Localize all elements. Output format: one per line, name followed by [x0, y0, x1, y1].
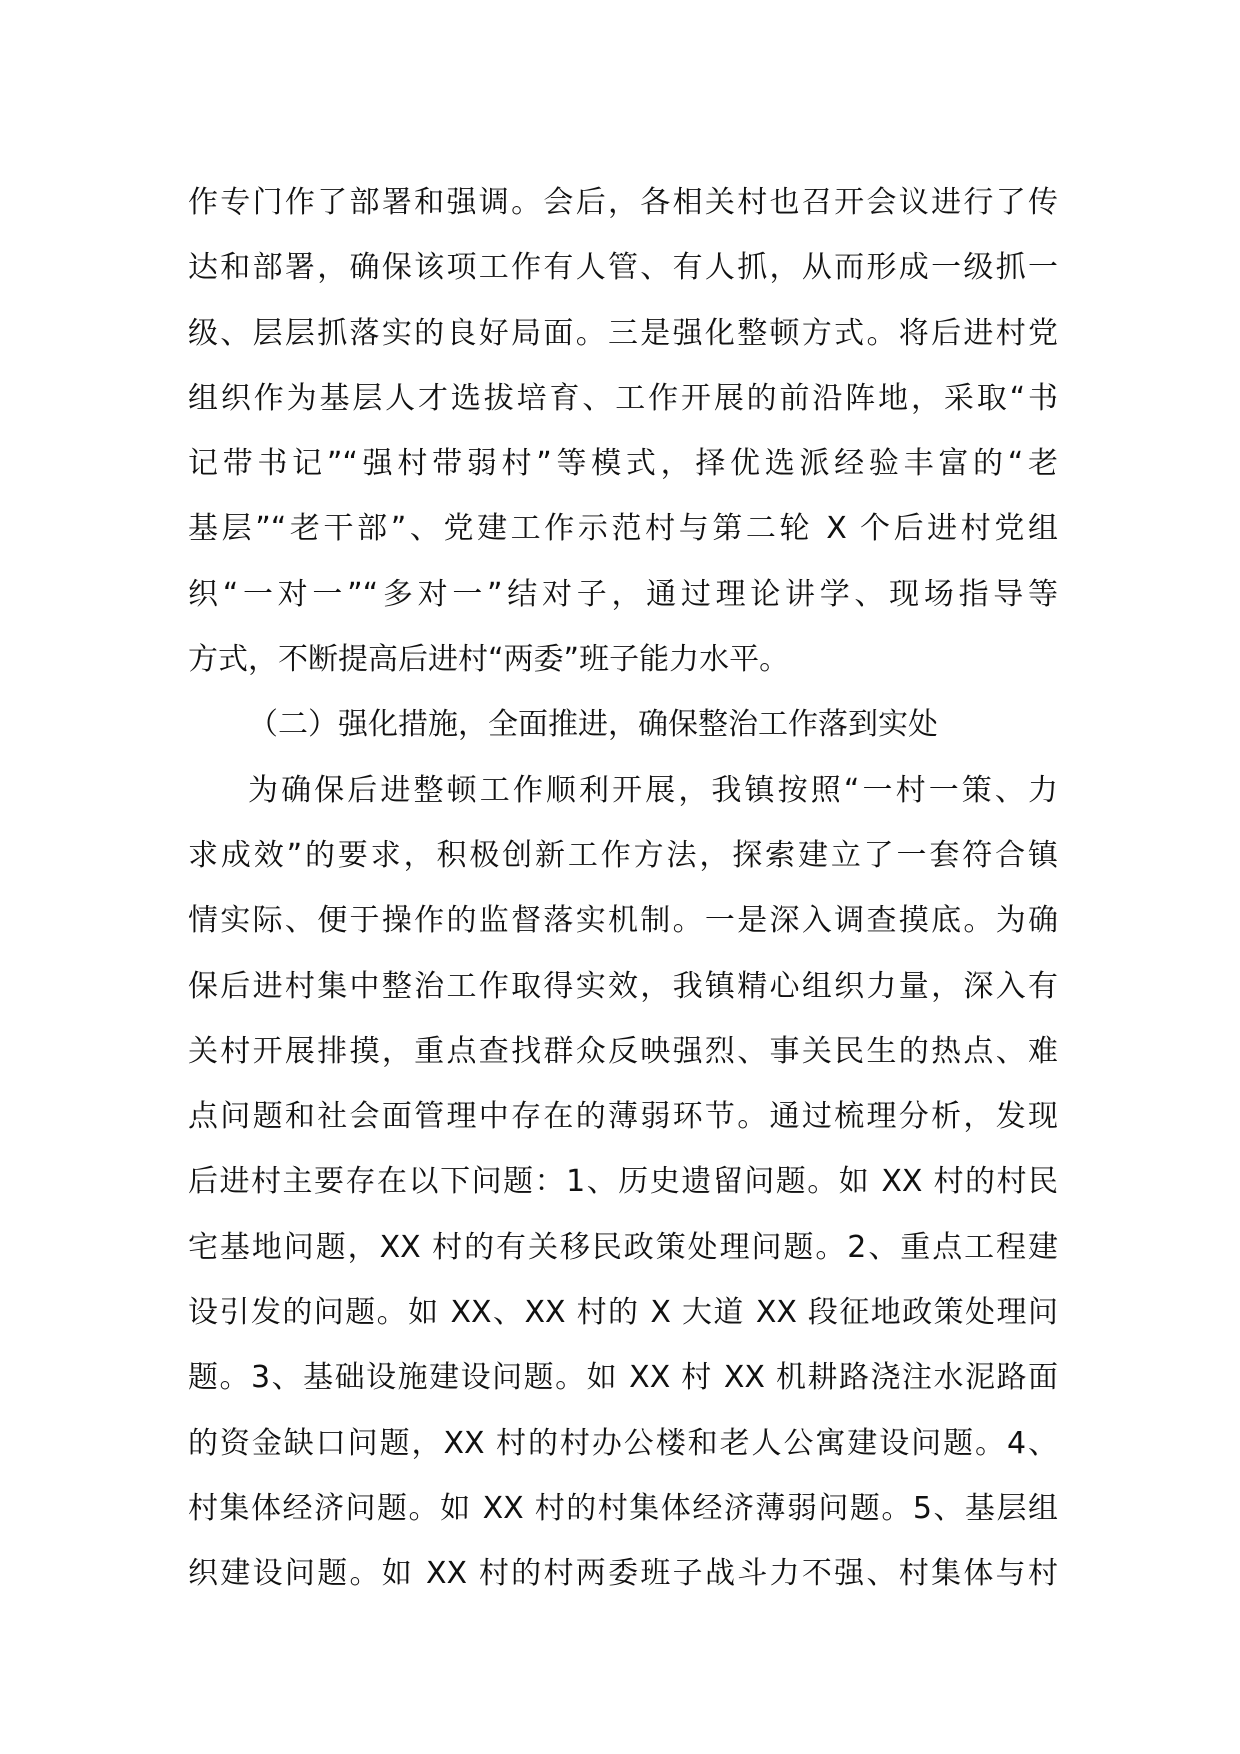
body-line: 村集体经济问题。如 XX 村的村集体经济薄弱问题。5、基层组 [188, 1490, 1058, 1526]
section-heading: （二）强化措施，全面推进，确保整治工作落到实处 [248, 707, 938, 743]
body-line: 宅基地问题，XX 村的有关移民政策处理问题。2、重点工程建 [188, 1229, 1058, 1265]
body-line: 保后进村集中整治工作取得实效，我镇精心组织力量，深入有 [188, 968, 1058, 1004]
body-line: 情实际、便于操作的监督落实机制。一是深入调查摸底。为确 [188, 903, 1058, 939]
body-line: 级、层层抓落实的良好局面。三是强化整顿方式。将后进村党 [188, 315, 1058, 351]
body-line: 的资金缺口问题，XX 村的村办公楼和老人公寓建设问题。4、 [188, 1425, 1058, 1461]
body-line: 记带书记”“强村带弱村”等模式，择优选派经验丰富的“老 [188, 446, 1058, 482]
body-line: 作专门作了部署和强调。会后，各相关村也召开会议进行了传 [188, 185, 1058, 220]
body-line: 组织作为基层人才选拔培育、工作开展的前沿阵地，采取“书 [188, 380, 1058, 416]
body-line: 织建设问题。如 XX 村的村两委班子战斗力不强、村集体与村 [188, 1556, 1058, 1592]
document-body [188, 170, 1058, 1607]
body-line: 求成效”的要求，积极创新工作方法，探索建立了一套符合镇 [188, 837, 1058, 873]
body-line: 设引发的问题。如 XX、XX 村的 X 大道 XX 段征地政策处理问 [188, 1295, 1058, 1331]
body-line: 方式，不断提高后进村“两委”班子能力水平。 [188, 642, 790, 678]
body-line: 达和部署，确保该项工作有人管、有人抓，从而形成一级抓一 [188, 250, 1058, 286]
body-line: 关村开展排摸，重点查找群众反映强烈、事关民生的热点、难 [188, 1033, 1058, 1069]
body-line: 点问题和社会面管理中存在的薄弱环节。通过梳理分析，发现 [188, 1099, 1058, 1135]
body-line: 题。3、基础设施建设问题。如 XX 村 XX 机耕路浇注水泥路面 [188, 1360, 1058, 1396]
body-line: 基层”“老干部”、党建工作示范村与第二轮 X 个后进村党组 [188, 511, 1058, 547]
body-line: 织“一对一”“多对一”结对子，通过理论讲学、现场指导等 [188, 576, 1058, 612]
body-line: 为确保后进整顿工作顺利开展，我镇按照“一村一策、力 [248, 772, 1058, 808]
body-line: 后进村主要存在以下问题：1、历史遗留问题。如 XX 村的村民 [188, 1164, 1058, 1200]
